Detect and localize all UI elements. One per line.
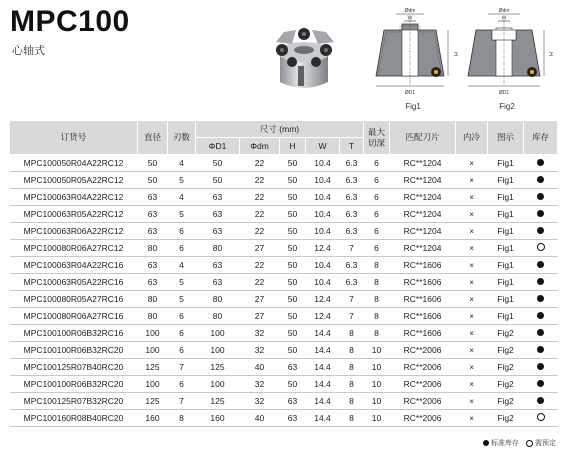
cell-stock — [524, 189, 558, 206]
cell-z: 5 — [168, 274, 196, 291]
cell-fig: Fig1 — [488, 223, 524, 240]
table-row — [10, 342, 558, 359]
cell-z: 5 — [168, 172, 196, 189]
table-row — [10, 189, 558, 206]
cell-fig: Fig2 — [488, 325, 524, 342]
cell-w: 10.4 — [306, 257, 340, 274]
cell-fig: Fig1 — [488, 172, 524, 189]
standard-stock-icon — [537, 363, 544, 370]
cell-stock — [524, 274, 558, 291]
table-row — [10, 325, 558, 342]
cell-h: 50 — [280, 240, 306, 257]
cell-h: 50 — [280, 223, 306, 240]
cell-cool: × — [456, 308, 488, 325]
cell-h: 63 — [280, 359, 306, 376]
cell-dia: 125 — [138, 359, 168, 376]
cell-dm: 32 — [240, 376, 280, 393]
cell-code: MPC100100R06B32RC20 — [10, 342, 138, 359]
cell-dia: 80 — [138, 240, 168, 257]
fig2-dim-w: W — [501, 15, 507, 22]
cell-z: 7 — [168, 359, 196, 376]
cell-code: MPC100080R06A27RC16 — [10, 308, 138, 325]
cell-fig: Fig1 — [488, 274, 524, 291]
cell-stock — [524, 325, 558, 342]
cell-fig: Fig2 — [488, 376, 524, 393]
cell-d1: 125 — [196, 393, 240, 410]
cell-dia: 100 — [138, 342, 168, 359]
header-stock: 库存 — [524, 121, 558, 155]
table-row — [10, 223, 558, 240]
cell-t: 8 — [340, 376, 364, 393]
standard-stock-icon — [537, 159, 544, 166]
cell-dm: 27 — [240, 291, 280, 308]
cell-h: 50 — [280, 172, 306, 189]
cell-d1: 50 — [196, 172, 240, 189]
cell-fig: Fig1 — [488, 240, 524, 257]
standard-stock-icon — [537, 227, 544, 234]
fig1-dim-h: H — [452, 52, 458, 56]
cell-dm: 32 — [240, 393, 280, 410]
cell-insert: RC**2006 — [390, 359, 456, 376]
cell-h: 50 — [280, 257, 306, 274]
cell-t: 6.3 — [340, 189, 364, 206]
table-row — [10, 172, 558, 189]
header-figure: 图示 — [488, 121, 524, 155]
header-size-group: 尺寸 (mm) — [196, 121, 364, 138]
cell-w: 14.4 — [306, 342, 340, 359]
cell-h: 50 — [280, 155, 306, 172]
cell-stock — [524, 291, 558, 308]
cell-cool: × — [456, 393, 488, 410]
table-row — [10, 206, 558, 223]
cell-d1: 63 — [196, 189, 240, 206]
cell-dm: 22 — [240, 189, 280, 206]
cell-dm: 40 — [240, 410, 280, 427]
standard-stock-icon — [537, 346, 544, 353]
cell-t: 8 — [340, 359, 364, 376]
fig1-dim-w: W — [407, 15, 413, 22]
cell-dm: 22 — [240, 206, 280, 223]
cell-w: 10.4 — [306, 223, 340, 240]
cell-d1: 100 — [196, 325, 240, 342]
cell-fig: Fig2 — [488, 359, 524, 376]
cell-z: 8 — [168, 410, 196, 427]
spec-table-body — [10, 155, 558, 427]
page-subtitle: 心轴式 — [12, 45, 45, 57]
cell-cool: × — [456, 223, 488, 240]
table-row — [10, 376, 558, 393]
header-dm: Φdm — [240, 138, 280, 155]
cell-insert: RC**1204 — [390, 189, 456, 206]
cell-ap: 6 — [364, 240, 390, 257]
cell-w: 14.4 — [306, 410, 340, 427]
cell-dia: 80 — [138, 291, 168, 308]
cell-t: 7 — [340, 291, 364, 308]
standard-stock-icon — [537, 295, 544, 302]
cell-cool: × — [456, 291, 488, 308]
cell-dm: 32 — [240, 342, 280, 359]
cell-w: 14.4 — [306, 376, 340, 393]
cell-ap: 6 — [364, 223, 390, 240]
cell-z: 4 — [168, 189, 196, 206]
header-t: T — [340, 138, 364, 155]
cell-w: 12.4 — [306, 291, 340, 308]
cell-code: MPC100100R06B32RC20 — [10, 376, 138, 393]
legend-standard: 标准库存 — [491, 440, 519, 447]
cell-stock — [524, 359, 558, 376]
cell-d1: 100 — [196, 376, 240, 393]
cell-w: 10.4 — [306, 274, 340, 291]
cell-ap: 10 — [364, 376, 390, 393]
cell-insert: RC**1204 — [390, 240, 456, 257]
table-row — [10, 393, 558, 410]
table-row — [10, 291, 558, 308]
cell-z: 4 — [168, 155, 196, 172]
cell-z: 6 — [168, 342, 196, 359]
header-d1: ΦD1 — [196, 138, 240, 155]
table-row — [10, 274, 558, 291]
cell-w: 10.4 — [306, 155, 340, 172]
cell-h: 63 — [280, 410, 306, 427]
standard-stock-icon — [537, 312, 544, 319]
standard-stock-icon — [537, 261, 544, 268]
standard-stock-icon — [537, 329, 544, 336]
header-h: H — [280, 138, 306, 155]
cell-insert: RC**1606 — [390, 308, 456, 325]
cell-stock — [524, 155, 558, 172]
cell-t: 7 — [340, 308, 364, 325]
header-max-cut: 最大切深 — [364, 121, 390, 155]
fig2-dim-bottom: ØD1 — [498, 90, 510, 96]
header-diameter: 直径 — [138, 121, 168, 155]
cell-ap: 6 — [364, 172, 390, 189]
table-row — [10, 155, 558, 172]
cell-insert: RC**1204 — [390, 155, 456, 172]
cell-d1: 125 — [196, 359, 240, 376]
cell-cool: × — [456, 376, 488, 393]
cell-ap: 10 — [364, 393, 390, 410]
cell-fig: Fig1 — [488, 189, 524, 206]
header-coolant: 内冷 — [456, 121, 488, 155]
cell-t: 6.3 — [340, 155, 364, 172]
fig2-dim-top: Ødm — [498, 8, 510, 14]
cell-stock — [524, 376, 558, 393]
cell-stock — [524, 206, 558, 223]
cell-stock — [524, 240, 558, 257]
cell-cool: × — [456, 257, 488, 274]
cell-t: 8 — [340, 342, 364, 359]
cell-h: 50 — [280, 376, 306, 393]
cell-dm: 27 — [240, 240, 280, 257]
cell-dia: 63 — [138, 189, 168, 206]
cell-h: 63 — [280, 393, 306, 410]
cell-fig: Fig1 — [488, 155, 524, 172]
table-row — [10, 257, 558, 274]
cell-code: MPC100080R06A27RC12 — [10, 240, 138, 257]
figure-1 — [368, 6, 458, 111]
header-w: W — [306, 138, 340, 155]
cell-w: 10.4 — [306, 172, 340, 189]
cell-code: MPC100125R07B32RC20 — [10, 393, 138, 410]
cell-cool: × — [456, 274, 488, 291]
fig1-dim-top: Ødm — [404, 8, 416, 14]
cell-d1: 63 — [196, 223, 240, 240]
cell-ap: 6 — [364, 206, 390, 223]
table-row — [10, 410, 558, 427]
cell-insert: RC**1606 — [390, 291, 456, 308]
cell-h: 50 — [280, 308, 306, 325]
cell-cool: × — [456, 359, 488, 376]
cell-d1: 80 — [196, 240, 240, 257]
cell-code: MPC100100R06B32RC16 — [10, 325, 138, 342]
cell-ap: 8 — [364, 274, 390, 291]
cell-t: 7 — [340, 240, 364, 257]
cell-ap: 10 — [364, 410, 390, 427]
spec-table — [9, 120, 558, 427]
cell-insert: RC**1606 — [390, 274, 456, 291]
cell-dm: 22 — [240, 274, 280, 291]
cell-dia: 125 — [138, 393, 168, 410]
cell-insert: RC**1606 — [390, 257, 456, 274]
cell-w: 12.4 — [306, 240, 340, 257]
cell-dia: 63 — [138, 257, 168, 274]
cell-t: 6.3 — [340, 223, 364, 240]
cell-stock — [524, 308, 558, 325]
cell-dia: 63 — [138, 274, 168, 291]
cell-ap: 10 — [364, 359, 390, 376]
cell-w: 10.4 — [306, 189, 340, 206]
cell-t: 6.3 — [340, 257, 364, 274]
header-order-no: 订货号 — [10, 121, 138, 155]
cell-d1: 63 — [196, 257, 240, 274]
cell-ap: 6 — [364, 189, 390, 206]
cell-fig: Fig2 — [488, 342, 524, 359]
cell-t: 8 — [340, 325, 364, 342]
cell-dia: 100 — [138, 376, 168, 393]
cell-h: 50 — [280, 274, 306, 291]
cell-insert: RC**2006 — [390, 393, 456, 410]
cell-dia: 63 — [138, 223, 168, 240]
cell-code: MPC100063R05A22RC16 — [10, 274, 138, 291]
cell-fig: Fig2 — [488, 393, 524, 410]
cell-w: 14.4 — [306, 359, 340, 376]
cell-cool: × — [456, 172, 488, 189]
cell-d1: 160 — [196, 410, 240, 427]
cell-code: MPC100050R05A22RC12 — [10, 172, 138, 189]
cell-ap: 8 — [364, 308, 390, 325]
cell-code: MPC100050R04A22RC12 — [10, 155, 138, 172]
cell-t: 6.3 — [340, 206, 364, 223]
cell-cool: × — [456, 325, 488, 342]
cell-z: 5 — [168, 206, 196, 223]
cell-insert: RC**1204 — [390, 223, 456, 240]
cell-dia: 80 — [138, 308, 168, 325]
cell-h: 50 — [280, 206, 306, 223]
cell-z: 6 — [168, 325, 196, 342]
cell-dia: 50 — [138, 155, 168, 172]
cell-w: 10.4 — [306, 206, 340, 223]
cell-cool: × — [456, 189, 488, 206]
cell-fig: Fig1 — [488, 308, 524, 325]
stock-legend — [483, 438, 556, 448]
cell-dia: 63 — [138, 206, 168, 223]
cell-ap: 8 — [364, 325, 390, 342]
cell-cool: × — [456, 342, 488, 359]
cell-fig: Fig2 — [488, 410, 524, 427]
cell-ap: 10 — [364, 342, 390, 359]
cell-fig: Fig1 — [488, 291, 524, 308]
cell-insert: RC**2006 — [390, 342, 456, 359]
cell-code: MPC100063R05A22RC12 — [10, 206, 138, 223]
cell-z: 6 — [168, 240, 196, 257]
fig1-drawing — [368, 6, 458, 100]
cell-d1: 80 — [196, 308, 240, 325]
cell-cool: × — [456, 206, 488, 223]
cell-stock — [524, 172, 558, 189]
cell-ap: 8 — [364, 257, 390, 274]
cell-dia: 100 — [138, 325, 168, 342]
cell-h: 50 — [280, 189, 306, 206]
cell-dm: 40 — [240, 359, 280, 376]
table-row — [10, 359, 558, 376]
order-stock-icon — [537, 413, 545, 421]
cell-cool: × — [456, 155, 488, 172]
cell-insert: RC**2006 — [390, 410, 456, 427]
cell-stock — [524, 393, 558, 410]
cell-dia: 160 — [138, 410, 168, 427]
cell-code: MPC100160R08B40RC20 — [10, 410, 138, 427]
cell-ap: 8 — [364, 291, 390, 308]
cell-stock — [524, 410, 558, 427]
order-stock-icon — [526, 440, 533, 447]
cell-insert: RC**2006 — [390, 376, 456, 393]
cell-h: 50 — [280, 291, 306, 308]
cell-z: 6 — [168, 376, 196, 393]
cell-code: MPC100125R07B40RC20 — [10, 359, 138, 376]
figure-2 — [462, 6, 552, 111]
cell-dm: 22 — [240, 155, 280, 172]
header-insert: 匹配刀片 — [390, 121, 456, 155]
fig2-label: Fig2 — [499, 102, 515, 111]
cell-cool: × — [456, 240, 488, 257]
header-teeth: 刃数 — [168, 121, 196, 155]
cell-z: 6 — [168, 308, 196, 325]
cell-dm: 27 — [240, 308, 280, 325]
cell-d1: 50 — [196, 155, 240, 172]
order-stock-icon — [537, 243, 545, 251]
cutter-image — [262, 20, 347, 95]
cell-d1: 100 — [196, 342, 240, 359]
cell-t: 6.3 — [340, 274, 364, 291]
cell-z: 5 — [168, 291, 196, 308]
standard-stock-icon — [537, 380, 544, 387]
cell-h: 50 — [280, 342, 306, 359]
cell-w: 12.4 — [306, 308, 340, 325]
cell-d1: 63 — [196, 274, 240, 291]
cell-fig: Fig1 — [488, 257, 524, 274]
page-title: MPC100 — [10, 5, 130, 38]
cell-fig: Fig1 — [488, 206, 524, 223]
standard-stock-icon — [483, 440, 489, 446]
cell-cool: × — [456, 410, 488, 427]
cell-code: MPC100063R04A22RC16 — [10, 257, 138, 274]
fig1-label: Fig1 — [405, 102, 421, 111]
cell-w: 14.4 — [306, 393, 340, 410]
standard-stock-icon — [537, 210, 544, 217]
cell-z: 6 — [168, 223, 196, 240]
cell-insert: RC**1606 — [390, 325, 456, 342]
cell-w: 14.4 — [306, 325, 340, 342]
cell-dm: 32 — [240, 325, 280, 342]
cell-code: MPC100063R06A22RC12 — [10, 223, 138, 240]
cell-dm: 22 — [240, 172, 280, 189]
cell-z: 7 — [168, 393, 196, 410]
cell-dia: 50 — [138, 172, 168, 189]
cell-stock — [524, 257, 558, 274]
fig2-drawing — [462, 6, 552, 100]
cell-ap: 6 — [364, 155, 390, 172]
standard-stock-icon — [537, 397, 544, 404]
cell-insert: RC**1204 — [390, 206, 456, 223]
cell-dm: 22 — [240, 223, 280, 240]
table-row — [10, 240, 558, 257]
standard-stock-icon — [537, 278, 544, 285]
cell-t: 6.3 — [340, 172, 364, 189]
cell-insert: RC**1204 — [390, 172, 456, 189]
cell-t: 8 — [340, 410, 364, 427]
fig1-dim-bottom: ØD1 — [404, 90, 416, 96]
table-row — [10, 308, 558, 325]
cell-code: MPC100080R05A27RC16 — [10, 291, 138, 308]
cell-z: 4 — [168, 257, 196, 274]
standard-stock-icon — [537, 176, 544, 183]
cell-d1: 63 — [196, 206, 240, 223]
cell-d1: 80 — [196, 291, 240, 308]
cell-stock — [524, 342, 558, 359]
legend-order: 需预定 — [535, 440, 556, 447]
cell-stock — [524, 223, 558, 240]
cell-t: 8 — [340, 393, 364, 410]
standard-stock-icon — [537, 193, 544, 200]
cell-dm: 22 — [240, 257, 280, 274]
fig2-dim-h: H — [547, 52, 553, 56]
cell-code: MPC100063R04A22RC12 — [10, 189, 138, 206]
cell-h: 50 — [280, 325, 306, 342]
